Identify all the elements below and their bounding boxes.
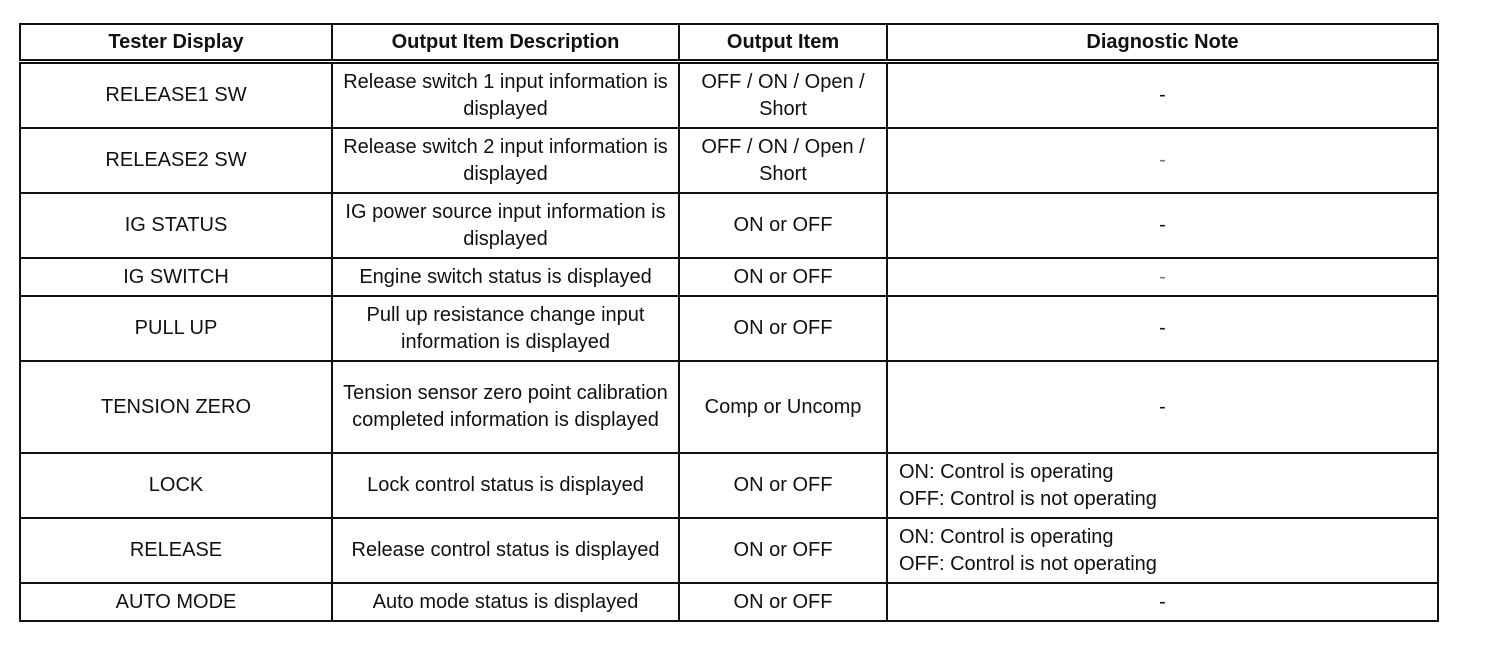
tester-display-cell: RELEASE [20,518,332,583]
table-row [20,518,1438,583]
description-cell: Auto mode status is displayed [332,583,679,621]
diagnostic-note-cell: - [887,583,1438,621]
output-item-cell: ON or OFF [679,258,887,296]
output-item-cell: ON or OFF [679,583,887,621]
description-cell: Release switch 2 input information is displayed [332,128,679,193]
table-row [20,296,1438,361]
diagnostic-note-cell [887,453,1438,518]
data-list-table [19,23,1439,622]
description-cell: IG power source input information is displayed [332,193,679,258]
diagnostic-note-cell: - [887,128,1438,193]
output-item-cell: OFF / ON / Open / Short [679,62,887,129]
note-line-off: OFF: Control is not operating [899,552,1157,575]
tester-display-cell: IG SWITCH [20,258,332,296]
output-item-cell: ON or OFF [679,453,887,518]
tester-display-cell: RELEASE1 SW [20,62,332,129]
table-row [20,258,1438,296]
note-line-off: OFF: Control is not operating [899,487,1157,510]
tester-display-cell: AUTO MODE [20,583,332,621]
description-cell: Engine switch status is displayed [332,258,679,296]
table-row [20,128,1438,193]
note-line-on: ON: Control is operating [899,525,1114,548]
header-tester-display: Tester Display [20,24,332,62]
diagnostic-note-cell: - [887,62,1438,129]
description-cell: Lock control status is displayed [332,453,679,518]
table-row [20,361,1438,453]
table-row [20,453,1438,518]
diagnostic-note-cell [887,518,1438,583]
header-row [20,24,1438,62]
header-output-item-description: Output Item Description [332,24,679,62]
output-item-cell: Comp or Uncomp [679,361,887,453]
tester-display-cell: TENSION ZERO [20,361,332,453]
description-cell: Release control status is displayed [332,518,679,583]
output-item-cell: ON or OFF [679,193,887,258]
table-row [20,583,1438,621]
tester-display-cell: PULL UP [20,296,332,361]
header-diagnostic-note: Diagnostic Note [887,24,1438,62]
description-cell: Pull up resistance change input information is displayed [332,296,679,361]
diagnostic-note-cell: - [887,193,1438,258]
header-output-item: Output Item [679,24,887,62]
note-line-on: ON: Control is operating [899,460,1114,483]
output-item-cell: ON or OFF [679,518,887,583]
table-row [20,62,1438,129]
table-row [20,193,1438,258]
description-cell: Tension sensor zero point calibration completed information is displayed [332,361,679,453]
tester-display-cell: LOCK [20,453,332,518]
output-item-cell: OFF / ON / Open / Short [679,128,887,193]
output-item-cell: ON or OFF [679,296,887,361]
diagnostic-note-cell: - [887,296,1438,361]
description-cell: Release switch 1 input information is displayed [332,62,679,129]
diagnostic-note-cell: - [887,361,1438,453]
tester-display-cell: RELEASE2 SW [20,128,332,193]
diagnostic-note-cell: - [887,258,1438,296]
data-list-table-container [19,23,1439,622]
tester-display-cell: IG STATUS [20,193,332,258]
